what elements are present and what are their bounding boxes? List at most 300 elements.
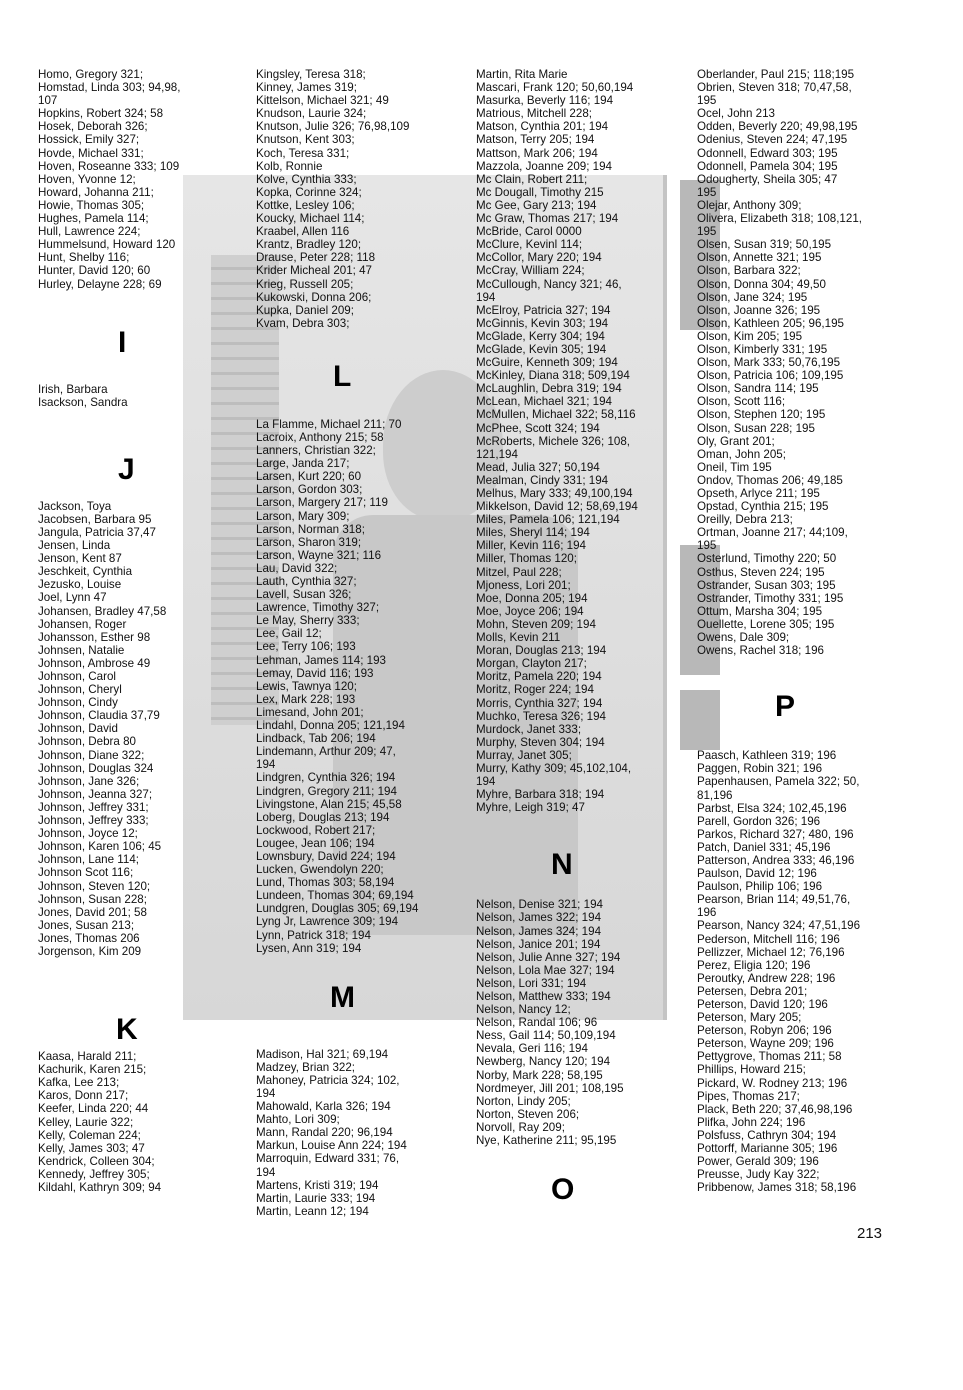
index-entry: Mjoness, Lori 201; <box>476 578 571 592</box>
index-section-m <box>476 68 686 814</box>
index-entry: Nevala, Geri 116; 194 <box>476 1042 588 1056</box>
index-entry: Lauth, Cynthia 327; <box>256 575 357 588</box>
index-entry: Johnson, Cindy <box>38 696 118 710</box>
index-entry: Larson, Margery 217; 119 <box>256 496 388 510</box>
index-entry: Drause, Peter 228; 118 <box>256 251 376 265</box>
index-entry-continuation: 194 <box>476 775 496 789</box>
index-entry: Lawrence, Timothy 327; <box>256 601 380 615</box>
index-entry: Lindahl, Donna 205; 121,194 <box>256 719 405 733</box>
index-entry: Olson, Kimberly 331; 195 <box>697 342 828 356</box>
index-entry: Moritz, Roger 224; 194 <box>476 683 594 697</box>
index-entry: Knutson, Kent 303; <box>256 133 355 147</box>
index-entry: Peroutky, Andrew 228; 196 <box>697 971 836 985</box>
index-entry: Odenius, Steven 224; 47,195 <box>697 133 848 147</box>
index-entry: Patterson, Andrea 333; 46,196 <box>697 853 855 867</box>
index-entry: Homstad, Linda 303; 94,98, <box>38 81 181 95</box>
index-entry: Plifka, John 224; 196 <box>697 1115 806 1129</box>
index-entry: Kinney, James 319; <box>256 81 357 95</box>
index-entry: Pickard, W. Rodney 213; 196 <box>697 1076 848 1090</box>
index-entry: Johnson, Lane 114; <box>38 853 139 867</box>
index-entry: Lee, Gail 12; <box>256 627 322 641</box>
index-entry: Homo, Gregory 321; <box>38 68 144 81</box>
index-entry: Johnson, Carol <box>38 670 116 683</box>
index-entry: McGlade, Kevin 305; 194 <box>476 342 607 356</box>
index-entry: Hopkins, Robert 324; 58 <box>38 107 164 121</box>
index-entry: Hosek, Deborah 326; <box>38 120 148 134</box>
index-section-p <box>697 749 927 1194</box>
index-entry: Kittelson, Michael 321; 49 <box>256 94 389 108</box>
index-entry-continuation: 195 <box>697 539 717 553</box>
index-entry: Osthus, Steven 224; 195 <box>697 565 825 579</box>
index-entry: Loberg, Douglas 213; 194 <box>256 810 390 824</box>
index-entry: Lau, David 322; <box>256 561 338 575</box>
index-entry: Hossick, Emily 327; <box>38 133 140 147</box>
index-entry: Martin, Rita Marie <box>476 68 568 81</box>
index-entry: McElroy, Patricia 327; 194 <box>476 303 611 317</box>
index-entry: Irish, Barbara <box>38 382 108 396</box>
index-entry: Olson, Donna 304; 49,50 <box>697 277 826 291</box>
index-entry: McGuire, Kenneth 309; 194 <box>476 356 618 370</box>
section-letter-l: L <box>333 360 352 393</box>
index-entry: Moe, Joyce 206; 194 <box>476 604 584 618</box>
index-entry: Ottum, Marsha 304; 195 <box>697 604 823 618</box>
index-entry: Paulson, David 12; 196 <box>697 867 817 881</box>
index-entry: Pettygrove, Thomas 211; 58 <box>697 1050 842 1064</box>
index-entry: Jorgenson, Kim 209 <box>38 944 142 958</box>
index-entry: Johnson, Diane 322; <box>38 748 145 762</box>
index-entry: Martin, Laurie 333; 194 <box>256 1191 376 1205</box>
index-entry: Johnson, Joyce 12; <box>38 827 138 841</box>
index-entry: Johnson, Cheryl <box>38 683 122 697</box>
index-entry: Oman, John 205; <box>697 447 786 461</box>
index-entry: McClure, Kevinl 114; <box>476 238 583 252</box>
index-entry-continuation: 107 <box>38 94 58 108</box>
index-entry: Hunt, Shelby 116; <box>38 251 130 265</box>
index-entry: Johnsen, Natalie <box>38 643 125 657</box>
index-entry-continuation: 194 <box>476 290 496 304</box>
index-entry: Ostrander, Timothy 331; 195 <box>697 591 844 605</box>
index-entry-continuation: 121,194 <box>476 447 518 461</box>
index-entry: Mahto, Lori 309; <box>256 1113 340 1127</box>
index-entry: Olson, Kim 205; 195 <box>697 329 803 343</box>
index-entry: Miles, Pamela 106; 121,194 <box>476 513 620 527</box>
index-entry: Madzey, Brian 322; <box>256 1060 356 1074</box>
index-entry: Mikkelson, David 12; 58,69,194 <box>476 500 638 514</box>
index-entry: McBride, Carol 0000 <box>476 225 582 239</box>
index-entry: Knutson, Julie 326; 76,98,109 <box>256 120 410 134</box>
index-entry: Kottke, Lesley 106; <box>256 198 355 212</box>
index-entry: Olson, Joanne 326; 195 <box>697 303 821 317</box>
index-entry: Oberlander, Paul 215; 118;195 <box>697 68 855 81</box>
index-entry: Moran, Douglas 213; 194 <box>476 644 607 658</box>
index-entry: Larson, Norman 318; <box>256 522 365 536</box>
index-entry: Peterson, Robyn 206; 196 <box>697 1024 832 1038</box>
index-entry: Lownsbury, David 224; 194 <box>256 849 396 863</box>
index-entry: Petersen, Debra 201; <box>697 984 808 998</box>
index-entry: Kopka, Corinne 324; <box>256 185 362 199</box>
index-entry: Lanners, Christian 322; <box>256 444 376 458</box>
index-section-o <box>697 68 927 657</box>
index-entry: Kelley, Laurie 322; <box>38 1115 134 1129</box>
index-entry: Kukowski, Donna 206; <box>256 290 372 304</box>
index-entry: Johnson, Jeanna 327; <box>38 787 153 801</box>
index-entry: Mann, Randal 220; 96,194 <box>256 1126 393 1140</box>
index-entry: McRoberts, Michele 326; 108, <box>476 434 631 448</box>
index-entry: Nye, Katherine 211; 95,195 <box>476 1134 617 1148</box>
index-entry: Kvam, Debra 303; <box>256 316 350 330</box>
index-entry: Hughes, Pamela 114; <box>38 212 149 226</box>
index-entry: Krider Micheal 201; 47 <box>256 264 372 278</box>
index-entry: Odougherty, Sheila 305; 47 <box>697 172 838 186</box>
index-entry: Nelson, Randal 106; 96 <box>476 1016 598 1030</box>
index-entry: Ostrander, Susan 303; 195 <box>697 578 836 592</box>
index-section-l <box>256 418 466 955</box>
index-entry: Kolb, Ronnie <box>256 159 323 173</box>
index-entry: Koch, Teresa 331; <box>256 146 350 160</box>
index-entry: Hunter, David 120; 60 <box>38 264 151 278</box>
index-entry: Olsen, Susan 319; 50,195 <box>697 238 832 252</box>
index-entry: Miles, Sheryl 114; 194 <box>476 526 590 540</box>
index-entry: Olson, Susan 228; 195 <box>697 421 815 435</box>
index-entry: Limesand, John 201; <box>256 705 364 719</box>
index-entry: Pottorff, Marianne 305; 196 <box>697 1142 838 1156</box>
index-entry: Jones, Thomas 206 <box>38 931 140 945</box>
index-entry: Mattson, Mark 206; 194 <box>476 146 598 160</box>
index-entry: Large, Janda 217; <box>256 457 350 471</box>
index-entry: Pipes, Thomas 217; <box>697 1089 800 1103</box>
index-section-j <box>38 500 238 958</box>
index-entry: Larsen, Kurt 220; 60 <box>256 470 362 484</box>
index-entry: Livingstone, Alan 215; 45,58 <box>256 797 402 811</box>
index-entry: Krieg, Russell 205; <box>256 277 354 291</box>
index-entry: Mascari, Frank 120; 50,60,194 <box>476 81 634 95</box>
index-entry: Melhus, Mary 333; 49,100,194 <box>476 487 633 500</box>
index-entry: Nelson, Julie Anne 327; 194 <box>476 950 621 964</box>
index-entry: Johnson, Karen 106; 45 <box>38 840 162 854</box>
section-letter-k: K <box>116 1013 138 1046</box>
index-entry: McMullen, Michael 322; 58,116 <box>476 408 636 422</box>
index-entry: Ondov, Thomas 206; 49,185 <box>697 473 843 487</box>
index-entry: Mc Clain, Robert 211; <box>476 172 588 186</box>
index-entry: Oly, Grant 201; <box>697 434 775 448</box>
index-entry: McPhee, Scott 324; 194 <box>476 421 600 435</box>
index-entry: Jones, David 201; 58 <box>38 905 147 919</box>
index-entry: Nelson, Janice 201; 194 <box>476 937 601 951</box>
index-entry: Moritz, Pamela 220; 194 <box>476 670 602 684</box>
index-entry: Masurka, Beverly 116; 194 <box>476 94 614 108</box>
index-entry: Jangula, Patricia 37,47 <box>38 525 156 539</box>
index-entry: Mahowald, Karla 326; 194 <box>256 1100 391 1114</box>
section-letter-o: O <box>551 1173 575 1206</box>
index-entry-continuation: 81,196 <box>697 788 733 802</box>
index-entry: Martin, Leann 12; 194 <box>256 1204 369 1218</box>
index-entry: Polsfuss, Cathryn 304; 194 <box>697 1128 837 1142</box>
page-number: 213 <box>857 1225 883 1242</box>
section-letter-p: P <box>775 690 796 723</box>
index-entry: Johnson, Jeffrey 331; <box>38 800 149 814</box>
index-entry: Pearson, Nancy 324; 47,51,196 <box>697 919 861 933</box>
index-entry: Pellizzer, Michael 12; 76,196 <box>697 945 845 959</box>
index-entry: Johansen, Roger <box>38 617 127 631</box>
index-entry: Larson, Gordon 303; <box>256 483 363 497</box>
index-entry: Nelson, Matthew 333; 194 <box>476 990 611 1003</box>
index-entry: Isackson, Sandra <box>38 395 128 409</box>
index-entry: Matrious, Mitchell 228; <box>476 107 592 121</box>
index-entry: Joel, Lynn 47 <box>38 591 107 605</box>
index-entry: Olson, Patricia 106; 109,195 <box>697 369 844 383</box>
index-entry: Olson, Scott 116; <box>697 395 786 409</box>
index-entry: La Flamme, Michael 211; 70 <box>256 417 402 431</box>
index-entry: Parkos, Richard 327; 480, 196 <box>697 827 854 841</box>
index-entry: Hull, Lawrence 224; <box>38 225 141 239</box>
index-entry: Lemay, David 116; 193 <box>256 666 374 680</box>
section-letter-i: I <box>118 326 127 359</box>
index-entry: Lavell, Susan 326; <box>256 588 352 602</box>
index-entry: Knudson, Laurie 324; <box>256 107 367 121</box>
index-entry: Kaasa, Harald 211; <box>38 1050 137 1064</box>
index-entry: Odden, Beverly 220; 49,98,195 <box>697 120 858 134</box>
index-entry: Lindgren, Cynthia 326; 194 <box>256 771 396 785</box>
index-entry: McCray, William 224; <box>476 264 585 278</box>
index-entry: Newberg, Nancy 120; 194 <box>476 1055 611 1069</box>
index-entry: Peterson, David 120; 196 <box>697 998 828 1011</box>
index-entry: Jenson, Kent 87 <box>38 552 122 566</box>
index-entry: McLean, Michael 321; 194 <box>476 395 612 409</box>
index-entry-continuation: 194 <box>256 758 276 772</box>
index-entry: Kildahl, Kathryn 309; 94 <box>38 1181 162 1194</box>
index-entry: Mc Dougall, Timothy 215 <box>476 185 604 199</box>
index-entry: McLaughlin, Debra 319; 194 <box>476 382 622 396</box>
index-entry: Krantz, Bradley 120; <box>256 238 362 252</box>
index-entry: Mead, Julia 327; 50,194 <box>476 460 600 474</box>
index-entry: Plack, Beth 220; 37,46,98,196 <box>697 1102 853 1116</box>
index-entry: Kelly, James 303; 47 <box>38 1141 145 1155</box>
index-entry: Johnson, Ambrose 49 <box>38 656 151 670</box>
index-entry: Olson, Jane 324; 195 <box>697 290 808 304</box>
index-entry: Murdock, Janet 333; <box>476 722 582 736</box>
index-entry: Perez, Eligia 120; 196 <box>697 958 811 972</box>
index-entry-continuation: 195 <box>697 225 717 239</box>
index-entry: Parell, Gordon 326; 196 <box>697 814 821 828</box>
index-entry: Johansen, Bradley 47,58 <box>38 604 167 618</box>
index-entry: Lyng Jr, Lawrence 309; 194 <box>256 915 399 929</box>
index-entry: Pearson, Brian 114; 49,51,76, <box>697 893 851 907</box>
section-letter-n: N <box>551 848 573 881</box>
index-entry: Olson, Barbara 322; <box>697 264 801 278</box>
index-entry: Kafka, Lee 213; <box>38 1076 120 1090</box>
index-entry: Hummelsund, Howard 120 <box>38 238 176 252</box>
index-entry: Moe, Donna 205; 194 <box>476 591 588 605</box>
index-entry: Preusse, Judy Kay 322; <box>697 1168 820 1182</box>
index-entry: Ortman, Joanne 217; 44;109, <box>697 526 848 540</box>
index-entry: Kendrick, Colleen 304; <box>38 1154 155 1168</box>
index-entry: Keefer, Linda 220; 44 <box>38 1102 149 1116</box>
index-column-2 <box>256 68 466 1218</box>
index-entry: Nelson, James 324; 194 <box>476 924 602 938</box>
index-entry: Mc Gee, Gary 213; 194 <box>476 198 597 212</box>
index-section-n <box>476 898 686 1147</box>
index-entry: Myhre, Barbara 318; 194 <box>476 788 605 802</box>
index-entry: Kennedy, Jeffrey 305; <box>38 1167 150 1181</box>
section-letter-m: M <box>330 981 355 1014</box>
index-entry: Pribbenow, James 318; 58,196 <box>697 1181 857 1195</box>
index-section-k <box>256 68 466 330</box>
index-entry: Howie, Thomas 305; <box>38 198 145 212</box>
index-entry: Obrien, Steven 318; 70,47,58, <box>697 81 852 95</box>
index-entry-continuation: 195 <box>697 185 717 199</box>
index-entry: Ness, Gail 114; 50,109,194 <box>476 1029 616 1043</box>
index-entry: Nelson, Lori 331; 194 <box>476 976 587 990</box>
index-entry: Lynn, Patrick 318; 194 <box>256 928 371 942</box>
index-entry: Opseth, Arlyce 211; 195 <box>697 487 820 500</box>
index-entry: Kupka, Daniel 209; <box>256 303 354 317</box>
index-entry: Oreilly, Debra 213; <box>697 513 793 527</box>
index-entry: Jeschkeit, Cynthia <box>38 565 133 579</box>
index-entry: Lund, Thomas 303; 58,194 <box>256 876 395 890</box>
index-entry: Owens, Rachel 318; 196 <box>697 644 824 658</box>
index-entry-continuation: 194 <box>256 1165 276 1179</box>
index-section-m <box>256 1048 466 1218</box>
index-entry: Phillips, Howard 215; <box>697 1063 806 1077</box>
index-entry: Kachurik, Karen 215; <box>38 1063 147 1077</box>
index-entry: Olson, Mark 333; 50,76,195 <box>697 356 841 370</box>
index-entry: Johnson, Jeffrey 333; <box>38 814 149 828</box>
index-entry: Ocel, John 213 <box>697 107 775 121</box>
index-entry: Olivera, Elizabeth 318; 108,121, <box>697 212 862 226</box>
index-entry: Nelson, Denise 321; 194 <box>476 898 603 912</box>
index-entry: Owens, Dale 309; <box>697 631 790 645</box>
index-entry: Peterson, Wayne 209; 196 <box>697 1037 834 1051</box>
index-entry: Johnson, Susan 228; <box>38 892 147 906</box>
index-entry: Olejar, Anthony 309; <box>697 198 802 212</box>
index-entry: Johnson, Jane 326; <box>38 774 140 788</box>
index-entry: Jackson, Toya <box>38 499 112 513</box>
index-entry: Olson, Kathleen 205; 96,195 <box>697 316 844 330</box>
index-entry: Hoven, Yvonne 12; <box>38 172 136 186</box>
index-entry: Parbst, Elsa 324; 102,45,196 <box>697 801 847 815</box>
index-entry: Nelson, Lola Mae 327; 194 <box>476 963 615 977</box>
index-entry: Lindback, Tab 206; 194 <box>256 732 376 746</box>
index-entry: Olson, Stephen 120; 195 <box>697 408 826 422</box>
index-entry: Lewis, Tawnya 120; <box>256 679 357 693</box>
index-entry: Lacroix, Anthony 215; 58 <box>256 430 384 444</box>
index-entry: Larson, Sharon 319; <box>256 535 362 549</box>
index-entry: Johnson Scot 116; <box>38 866 134 880</box>
index-entry: Oneil, Tim 195 <box>697 460 772 474</box>
index-entry: Miller, Thomas 120; <box>476 552 577 566</box>
index-entry: Markun, Louise Ann 224; 194 <box>256 1139 407 1153</box>
index-entry: Morris, Cynthia 327; 194 <box>476 696 603 710</box>
index-entry: Paulson, Philip 106; 196 <box>697 880 823 894</box>
index-entry: Lehman, James 114; 193 <box>256 653 386 667</box>
index-entry: Marroquin, Edward 331; 76, <box>256 1152 400 1166</box>
index-entry: Mc Graw, Thomas 217; 194 <box>476 212 619 226</box>
index-column-1 <box>38 68 238 1194</box>
index-entry: Mahoney, Patricia 324; 102, <box>256 1073 400 1087</box>
index-entry: Lundeen, Thomas 304; 69,194 <box>256 889 414 903</box>
index-entry: McCullough, Nancy 321; 46, <box>476 277 622 291</box>
index-entry: Osterlund, Timothy 220; 50 <box>697 552 837 566</box>
index-entry: Nelson, Nancy 12; <box>476 1003 571 1017</box>
index-entry: Power, Gerald 309; 196 <box>697 1155 819 1169</box>
index-entry: Howard, Johanna 211; <box>38 185 154 199</box>
index-entry: Martens, Kristi 319; 194 <box>256 1178 379 1192</box>
index-entry: Lougee, Jean 106; 194 <box>256 836 375 850</box>
index-entry: Patch, Daniel 331; 45,196 <box>697 840 831 854</box>
index-section-k <box>38 1050 238 1194</box>
index-entry-continuation: 194 <box>256 1087 276 1100</box>
index-entry: Johnson, David <box>38 722 118 736</box>
index-entry: Murphy, Steven 304; 194 <box>476 735 605 749</box>
index-entry: Odonnell, Pamela 304; 195 <box>697 159 838 173</box>
index-entry: Murry, Kathy 309; 45,102,104, <box>476 761 632 775</box>
index-entry: Olson, Sandra 114; 195 <box>697 382 819 396</box>
index-entry: Johnson, Debra 80 <box>38 735 136 749</box>
index-entry: Norby, Mark 228; 58,195 <box>476 1068 603 1082</box>
index-section-i <box>38 383 238 409</box>
index-entry: Hoven, Roseanne 333; 109 <box>38 159 180 173</box>
index-entry: Jacobsen, Barbara 95 <box>38 512 152 526</box>
index-entry: Johnson, Steven 120; <box>38 879 151 893</box>
index-entry: Miller, Kevin 116; 194 <box>476 539 586 553</box>
index-entry: Opstad, Cynthia 215; 195 <box>697 500 829 514</box>
index-entry: Myhre, Leigh 319; 47 <box>476 801 585 815</box>
index-entry: Madison, Hal 321; 69,194 <box>256 1047 389 1061</box>
index-entry: Mohn, Steven 209; 194 <box>476 617 596 631</box>
index-entry: McGlade, Kerry 304; 194 <box>476 329 605 343</box>
index-entry: McKinley, Diana 318; 509,194 <box>476 369 630 383</box>
index-entry: Hurley, Delayne 228; 69 <box>38 277 162 291</box>
index-entry: Kingsley, Teresa 318; <box>256 68 366 81</box>
index-entry: Jones, Susan 213; <box>38 918 135 932</box>
index-entry: Pederson, Mitchell 116; 196 <box>697 932 840 946</box>
index-entry: Peterson, Mary 205; <box>697 1011 802 1025</box>
index-entry: Lundgren, Douglas 305; 69,194 <box>256 902 419 916</box>
index-entry: Lex, Mark 228; 193 <box>256 692 356 706</box>
index-entry: Le May, Sherry 333; <box>256 614 360 628</box>
index-entry: Paasch, Kathleen 319; 196 <box>697 749 837 763</box>
index-entry: Hovde, Michael 331; <box>38 146 144 160</box>
index-entry: Norvoll, Ray 209; <box>476 1120 565 1134</box>
index-entry: Ouellette, Lorene 305; 195 <box>697 617 835 631</box>
index-entry: Morgan, Clayton 217; <box>476 657 587 671</box>
index-entry: Nordmeyer, Jill 201; 108,195 <box>476 1081 624 1095</box>
index-entry-continuation: 195 <box>697 94 717 108</box>
index-entry: Lindgren, Gregory 211; 194 <box>256 784 397 798</box>
index-entry: Jezusko, Louise <box>38 578 122 592</box>
index-entry: Johnson, Claudia 37,79 <box>38 709 160 723</box>
index-entry: Lucken, Gwendolyn 220; <box>256 863 384 877</box>
index-column-4 <box>697 68 927 1194</box>
index-entry: Papenhausen, Pamela 322; 50, <box>697 775 860 789</box>
index-entry: Olson, Annette 321; 195 <box>697 251 822 265</box>
index-entry: Larson, Mary 309; <box>256 509 350 523</box>
index-entry: McGinnis, Kevin 303; 194 <box>476 316 609 330</box>
index-entry: Lockwood, Robert 217; <box>256 823 376 837</box>
index-entry: Kolve, Cynthia 333; <box>256 172 357 186</box>
index-entry: Kelly, Coleman 224; <box>38 1128 141 1142</box>
index-entry: Johansson, Esther 98 <box>38 630 151 644</box>
index-entry: Larson, Wayne 321; 116 <box>256 548 382 562</box>
index-entry: Lee, Terry 106; 193 <box>256 640 356 654</box>
index-entry: Molls, Kevin 211 <box>476 631 561 645</box>
index-entry-continuation: 196 <box>697 906 717 920</box>
index-entry: Odonnell, Edward 303; 195 <box>697 146 838 160</box>
index-entry: Matson, Cynthia 201; 194 <box>476 120 609 134</box>
index-entry: Karos, Donn 217; <box>38 1089 129 1103</box>
index-entry: Paggen, Robin 321; 196 <box>697 762 823 776</box>
index-entry: Mealman, Cindy 331; 194 <box>476 473 609 487</box>
